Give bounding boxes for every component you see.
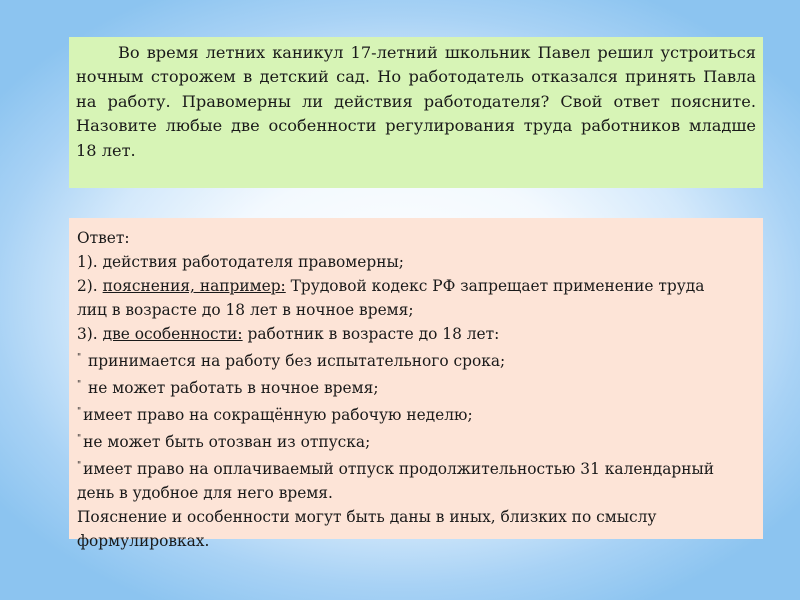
answer-note: Пояснение и особенности могут быть даны в иных, близких по смыслу	[77, 508, 657, 526]
feature-text: имеет право на сокращённую рабочую неделю;	[83, 406, 473, 424]
answer-item-1: 1). действия работодателя правомерны;	[77, 253, 404, 271]
answer-box	[69, 218, 763, 550]
bullet-mark: "	[77, 407, 82, 417]
feature-item	[77, 346, 757, 373]
question-box	[69, 37, 763, 188]
answer-item-3-label: две особенности:	[102, 325, 243, 343]
feature-text: имеет право на оплачиваемый отпуск продолжительностью 31 календарный	[83, 460, 714, 478]
feature-item	[77, 400, 757, 427]
feature-item-continuation: день в удобное для него время.	[77, 484, 333, 502]
feature-text: принимается на работу без испытательного срока;	[83, 352, 506, 370]
answer-heading: Ответ:	[77, 229, 130, 247]
question-text: Во время летних каникул 17-летний школьник Павел решил устроиться ночным сторожем в детский сад. Но работодатель отказался принять Павла на работу. Правомерны ли действия работодателя? Свой ответ поясните. Назовите любые две особенности регулирования труда работников младше 18 лет.	[76, 43, 756, 160]
feature-text: не может быть отозван из отпуска;	[83, 433, 371, 451]
answer-item-2-text: Трудовой кодекс РФ запрещает применение труда	[285, 277, 705, 295]
bullet-mark: "	[77, 434, 82, 444]
answer-item-3-prefix: 3).	[77, 325, 103, 343]
answer-item-2-prefix: 2).	[77, 277, 103, 295]
feature-item	[77, 427, 757, 454]
bullet-mark: "	[77, 461, 82, 471]
answer-item-2-label: пояснения, например:	[102, 277, 286, 295]
feature-item	[77, 454, 757, 481]
feature-text: не может работать в ночное время;	[83, 379, 379, 397]
feature-item	[77, 373, 757, 400]
bullet-mark: "	[77, 353, 82, 363]
answer-note-continuation: формулировках.	[77, 532, 210, 550]
answer-item-2	[77, 274, 757, 298]
answer-item-3	[77, 322, 757, 346]
answer-item-2-continuation: лиц в возрасте до 18 лет в ночное время;	[77, 301, 414, 319]
answer-item-3-text: работник в возрасте до 18 лет:	[242, 325, 500, 343]
bullet-mark: "	[77, 380, 82, 390]
